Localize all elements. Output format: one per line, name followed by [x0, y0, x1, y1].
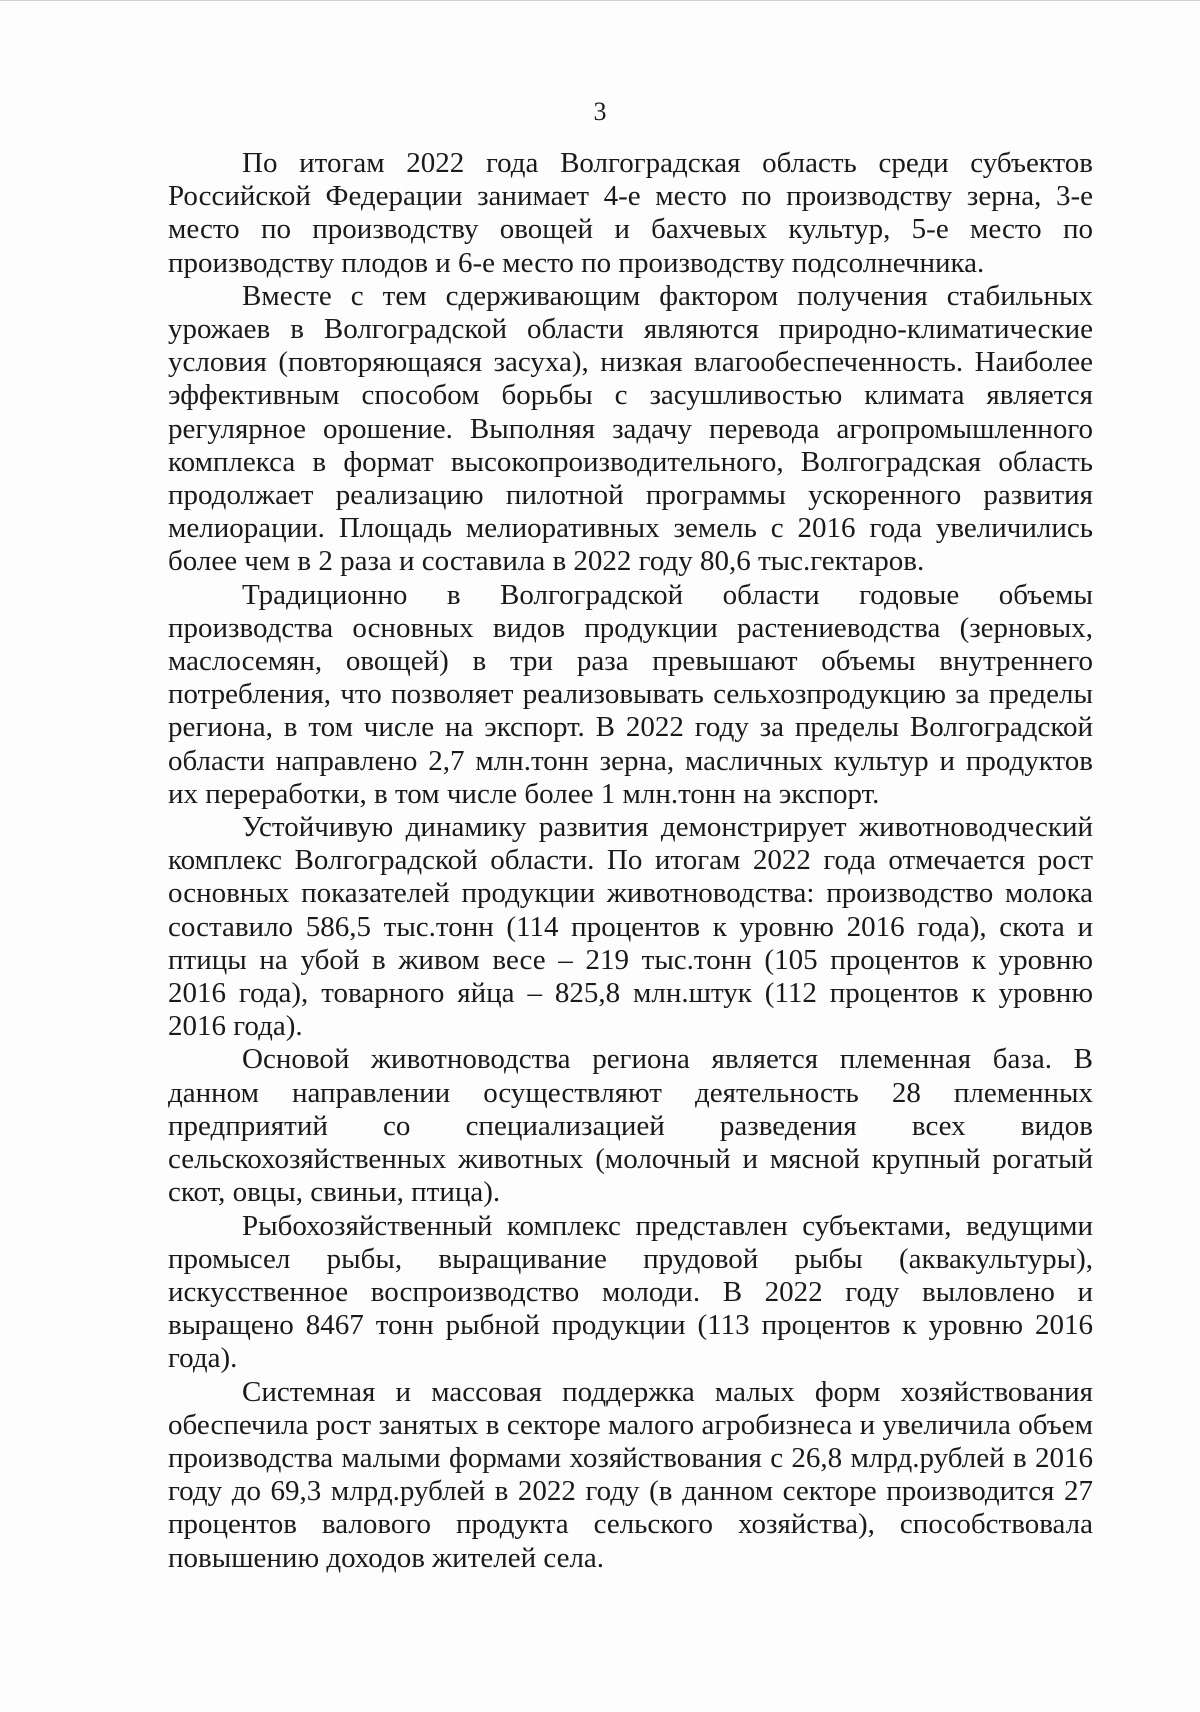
paragraph-irrigation: Вместе с тем сдерживающим фактором получения стабильных урожаев в Волгоградской области являются природно-климатические условия (повторяющаяся засуха), низкая влагообеспеченность. Наиболее эффективным способом борьбы с засушливостью климата является регулярное орошение. Выполняя задачу перевода агропромышленного комплекса в формат высокопроизводительного, Волгоградская область продолжает реализацию пилотной программы ускоренного развития мелиорации. Площадь мелиоративных земель с 2016 года увеличились более чем в 2 раза и составила в 2022 году 80,6 тыс.гектаров.	[168, 279, 1093, 578]
paragraph-fisheries: Рыбохозяйственный комплекс представлен субъектами, ведущими промысел рыбы, выращивание прудовой рыбы (аквакультуры), искусственное воспроизводство молоди. В 2022 году выловлено и выращено 8467 тонн рыбной продукции (113 процентов к уровню 2016 года).	[168, 1209, 1093, 1375]
document-body	[168, 147, 1093, 1575]
paragraph-livestock: Устойчивую динамику развития демонстрирует животноводческий комплекс Волгоградской области. По итогам 2022 года отмечается рост основных показателей продукции животноводства: производство молока составило 586,5 тыс.тонн (114 процентов к уровню 2016 года), скота и птицы на убой в живом весе – 219 тыс.тонн (105 процентов к уровню 2016 года), товарного яйца – 825,8 млн.штук (112 процентов к уровню 2016 года).	[168, 811, 1093, 1043]
paragraph-grain-ranking: По итогам 2022 года Волгоградская область среди субъектов Российской Федерации занимает 4-е место по производству зерна, 3-е место по производству овощей и бахчевых культур, 5-е место по производству плодов и 6-е место по производству подсолнечника.	[168, 147, 1093, 279]
paragraph-small-farms: Системная и массовая поддержка малых форм хозяйствования обеспечила рост занятых в секторе малого агробизнеса и увеличила объем производства малыми формами хозяйствования с 26,8 млрд.рублей в 2016 году до 69,3 млрд.рублей в 2022 году (в данном секторе производится 27 процентов валового продукта сельского хозяйства), способствовала повышению доходов жителей села.	[168, 1375, 1093, 1574]
paragraph-crop-exports: Традиционно в Волгоградской области годовые объемы производства основных видов продукции растениеводства (зерновых, маслосемян, овощей) в три раза превышают объемы внутреннего потребления, что позволяет реализовывать сельхозпродукцию за пределы региона, в том числе на экспорт. В 2022 году за пределы Волгоградской области направлено 2,7 млн.тонн зерна, масличных культур и продуктов их переработки, в том числе более 1 млн.тонн на экспорт.	[168, 578, 1093, 810]
page-number: 3	[593, 97, 607, 126]
paragraph-breeding-base: Основой животноводства региона является племенная база. В данном направлении осуществляют деятельность 28 племенных предприятий со специализацией разведения всех видов сельскохозяйственных животных (молочный и мясной крупный рогатый скот, овцы, свиньи, птица).	[168, 1043, 1093, 1209]
